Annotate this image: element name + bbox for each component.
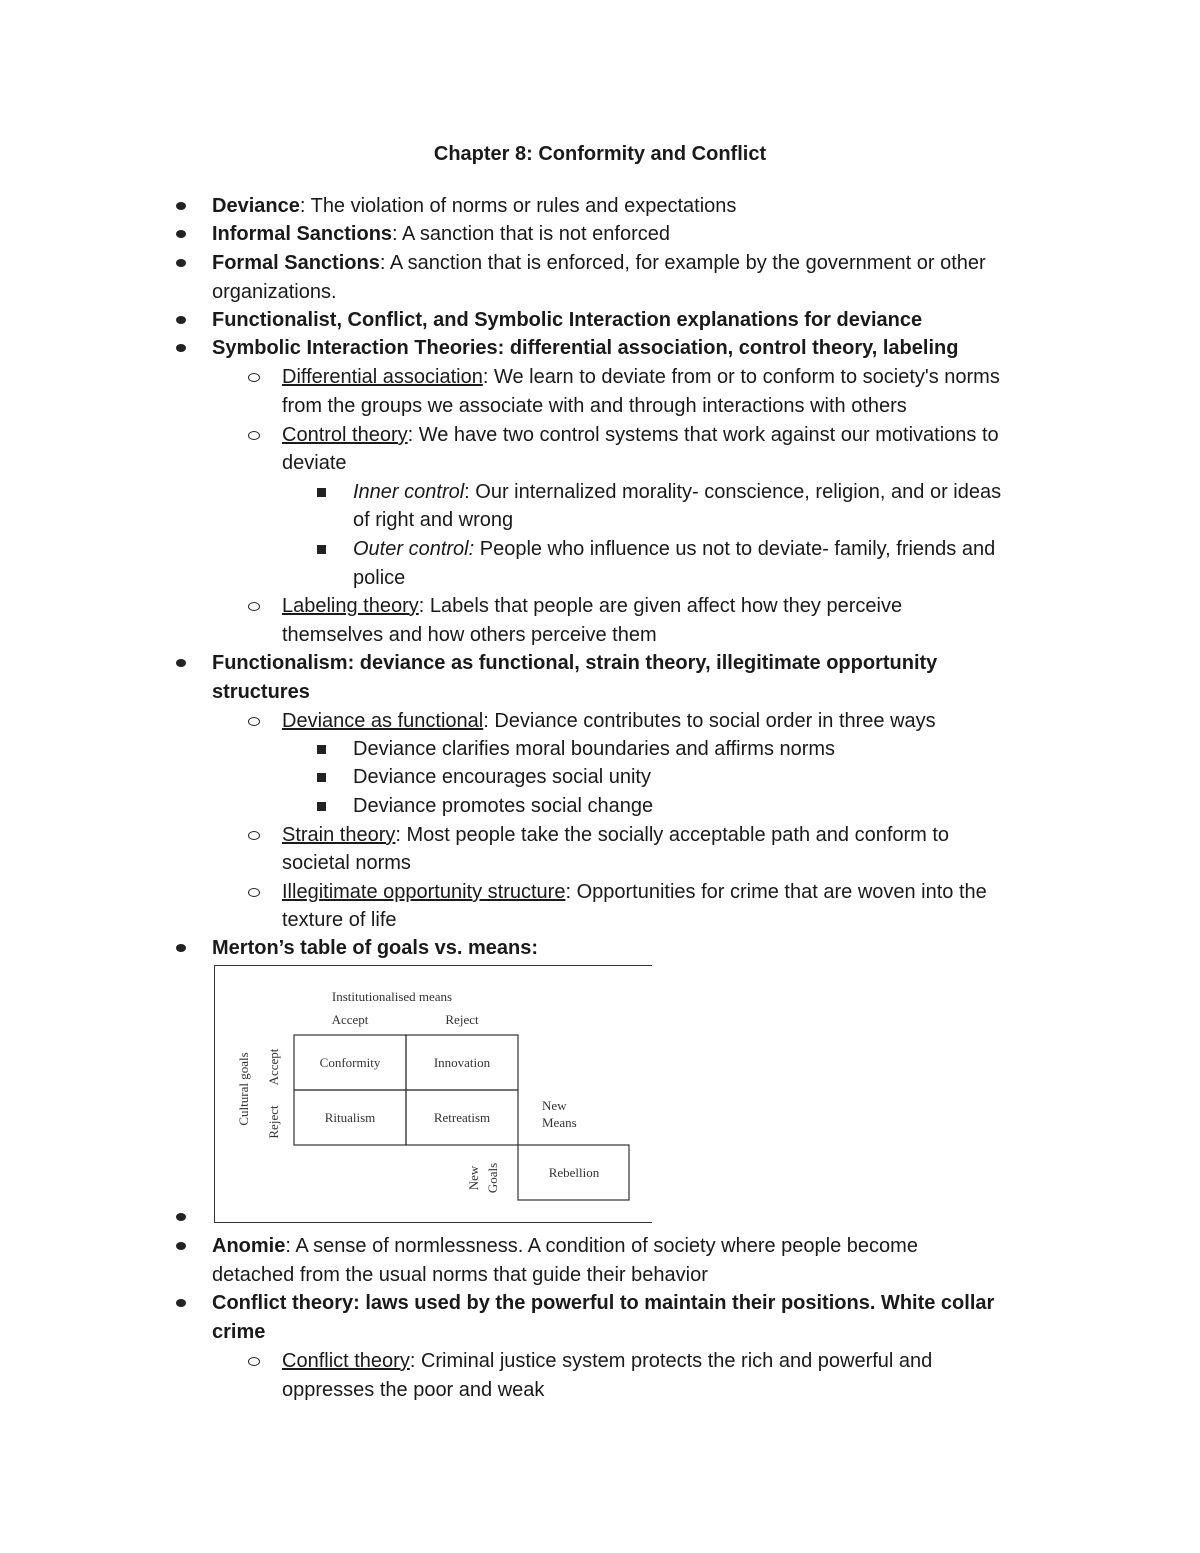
cell-conformity: Conformity	[319, 1055, 381, 1070]
reject-row-label: Reject	[266, 1105, 281, 1139]
list-item: Strain theory: Most people take the socially acceptable path and conform to	[282, 824, 950, 846]
bullet-icon	[176, 250, 186, 260]
accept-column-label: Accept	[331, 1012, 369, 1027]
list-item-continuation: themselves and how others perceive them	[282, 624, 657, 646]
list-item: Deviance as functional: Deviance contributes to social order in three ways	[282, 710, 936, 732]
bullet-icon	[176, 307, 186, 317]
list-item: Functionalist, Conflict, and Symbolic Interaction explanations for deviance	[212, 309, 923, 331]
section-heading-continuation: structures	[212, 681, 310, 703]
list-item-continuation: societal norms	[282, 852, 411, 874]
list-item-continuation: deviate	[282, 452, 347, 474]
list-item: Deviance encourages social unity	[353, 766, 651, 788]
bullet-icon	[176, 221, 186, 231]
cell-ritualism: Ritualism	[324, 1110, 376, 1125]
cell-retreatism: Retreatism	[433, 1110, 491, 1125]
new-means-label-1: New	[542, 1098, 567, 1113]
list-item-continuation: of right and wrong	[353, 509, 514, 531]
bullet-icon	[176, 650, 186, 660]
new-goals-label-1: New	[466, 1165, 481, 1191]
list-item: Illegitimate opportunity structure: Opportunities for crime that are woven into the	[282, 881, 987, 903]
list-item: Informal Sanctions: A sanction that is not enforced	[212, 223, 670, 245]
bullet-icon	[176, 935, 186, 945]
page-title: Chapter 8: Conformity and Conflict	[433, 143, 767, 165]
list-item-continuation: oppresses the poor and weak	[282, 1379, 545, 1401]
list-item: Labeling theory: Labels that people are given affect how they perceive	[282, 595, 903, 617]
list-item-continuation: organizations.	[212, 281, 337, 303]
list-item: Deviance clarifies moral boundaries and affirms norms	[353, 738, 836, 760]
bullet-icon	[176, 1290, 186, 1300]
list-item: Outer control: People who influence us not to deviate- family, friends and	[353, 538, 996, 560]
list-item: Inner control: Our internalized morality- conscience, religion, and or ideas	[353, 481, 1002, 503]
list-item: Differential association: We learn to deviate from or to conform to society's norms	[282, 366, 1000, 388]
section-heading-continuation: crime	[212, 1321, 266, 1343]
means-label: Institutionalised means	[331, 989, 453, 1004]
list-item: Deviance: The violation of norms or rules and expectations	[212, 195, 737, 217]
list-item-continuation: from the groups we associate with and through interactions with others	[282, 395, 907, 417]
reject-column-label: Reject	[445, 1012, 479, 1027]
bullet-icon	[176, 335, 186, 345]
cell-innovation: Innovation	[433, 1055, 491, 1070]
new-means-label-2: Means	[542, 1115, 577, 1130]
accept-row-label: Accept	[266, 1048, 281, 1086]
list-item-continuation: police	[353, 567, 406, 589]
list-item: Anomie: A sense of normlessness. A condition of society where people become	[212, 1235, 918, 1257]
goals-label: Cultural goals	[236, 1052, 251, 1126]
list-item: Deviance promotes social change	[353, 795, 654, 817]
list-item: Formal Sanctions: A sanction that is enforced, for example by the government or other	[212, 252, 986, 274]
list-item-continuation: detached from the usual norms that guide their behavior	[212, 1264, 708, 1286]
cell-rebellion: Rebellion	[548, 1165, 600, 1180]
section-heading: Merton’s table of goals vs. means:	[212, 937, 539, 959]
section-heading: Symbolic Interaction Theories: differential association, control theory, labeling	[212, 337, 959, 359]
section-heading: Conflict theory: laws used by the powerful to maintain their positions. White collar	[212, 1292, 995, 1314]
list-item-continuation: texture of life	[282, 909, 397, 931]
bullet-icon	[176, 1204, 186, 1214]
list-item: Control theory: We have two control systems that work against our motivations to	[282, 424, 999, 446]
new-goals-label-2: Goals	[485, 1162, 500, 1194]
section-heading: Functionalism: deviance as functional, strain theory, illegitimate opportunity	[212, 652, 938, 674]
bullet-icon	[176, 193, 186, 203]
list-item: Conflict theory: Criminal justice system protects the rich and powerful and	[282, 1350, 933, 1372]
merton-table-figure	[214, 965, 652, 1223]
bullet-icon	[176, 1233, 186, 1243]
